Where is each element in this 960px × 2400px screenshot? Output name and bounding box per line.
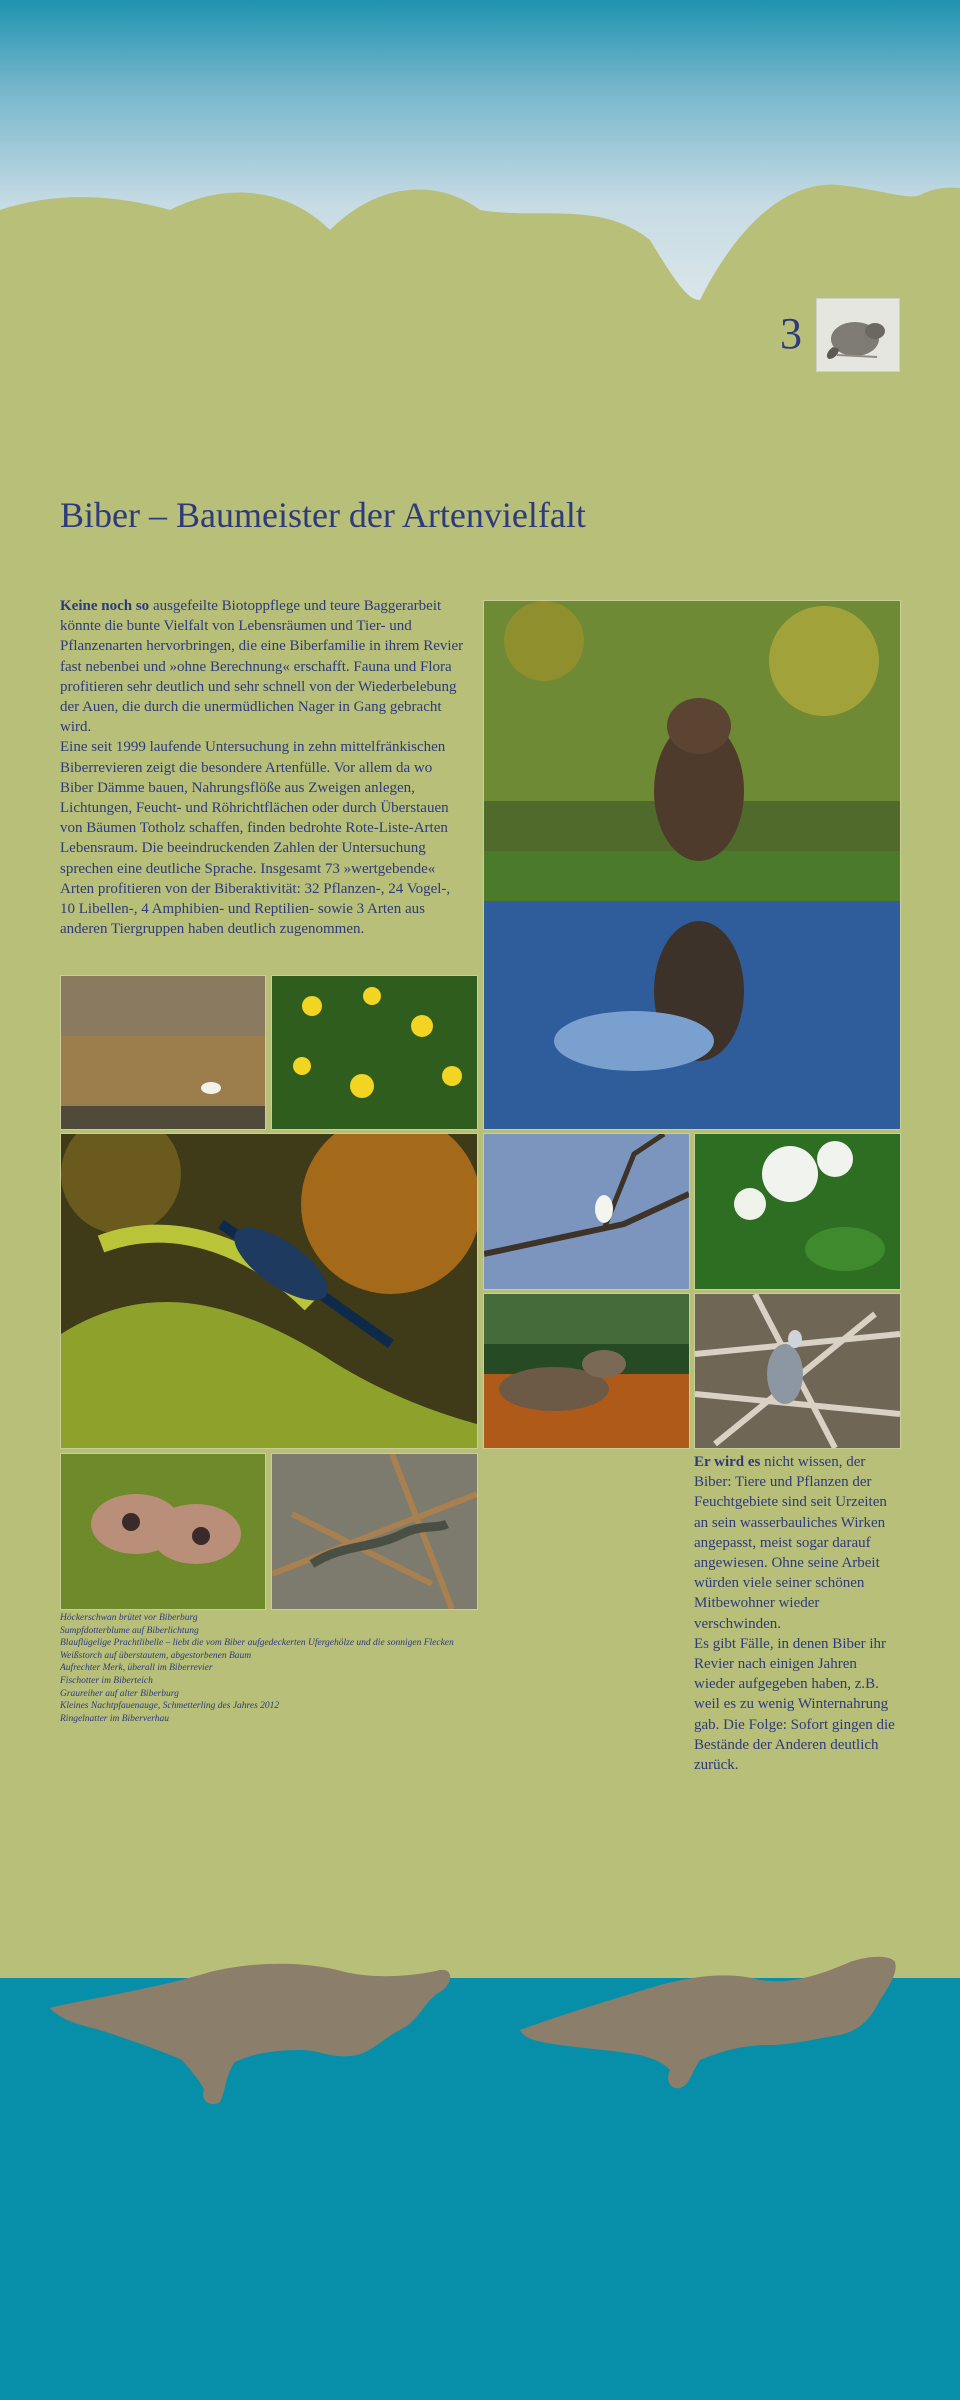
photo-grass-snake	[271, 1453, 478, 1610]
caption: Graureiher auf alter Biberburg	[60, 1688, 179, 1699]
caption: Blauflügelige Prachtlibelle – liebt die vom Biber aufgedeckerten Ufergehölze und die sonnigen Flecken	[60, 1638, 454, 1649]
intro-body: ausgefeilte Biotoppflege und teure Baggerarbeit könnte die bunte Vielfalt von Lebensräumen und Tier- und Pflanzenarten hervorbringen, die eine Biberfamilie in ihrem Revier fast nebenbei und »ohne Berechnung« erschafft. Fauna und Flora profitieren sehr deutlich und sehr schnell von der Wiederbelebung der Auen, die durch die unermüdlichen Nager in Gang gebracht wird.	[60, 598, 464, 736]
beaver-engraving-icon	[816, 298, 900, 372]
caption: Ringelnatter im Biberverhau	[60, 1713, 170, 1724]
photo-otter	[483, 1293, 690, 1449]
caption: Weißstorch auf überstautem, abgestorbenen Baum	[60, 1650, 252, 1661]
photo-heron	[694, 1293, 901, 1449]
intro-lead: Keine noch so	[60, 598, 150, 614]
photo-captions	[60, 1612, 480, 1725]
side-text	[694, 1452, 900, 1775]
intro-body-2: Eine seit 1999 laufende Untersuchung in zehn mittelfränkischen Biberrevieren zeigt die besondere Artenfülle. Vor allem da wo Biber Dämme bauen, Nahrungsflöße aus Zweigen anlegen, Lichtungen, Feucht- und Röhrichtflächen oder durch Überstauen von Bäumen Totholz schaffen, finden bedrohte Rote-Liste-Arten Lebensraum. Die beeindruckenden Zahlen der Untersuchung sprechen eine deutliche Sprache. Insgesamt 73 »wertgebende« Arten profitieren von der Biberaktivität: 32 Pflanzen-, 24 Vogel-, 10 Libellen-, 4 Amphibien- und Reptilien- sowie 3 Arten aus anderen Tiergruppen haben deutlich zugenommen.	[60, 739, 451, 938]
photo-moth	[60, 1453, 266, 1610]
side-lead: Er wird es	[694, 1454, 761, 1470]
caption: Sumpfdotterblume auf Biberlichtung	[60, 1625, 199, 1636]
photo-marsh-marigold	[271, 975, 478, 1130]
photo-damselfly	[60, 1133, 478, 1449]
photo-water-dropwort	[694, 1133, 901, 1290]
side-body-2: Es gibt Fälle, in denen Biber ihr Revier nach einigen Jahren wieder aufgegeben haben, z.B. weil es zu wenig Winternahrung gab. Die Folge: Sofort gingen die Bestände der Anderen deutlich zurück.	[694, 1635, 895, 1774]
page-title: Biber – Baumeister der Artenvielfalt	[60, 495, 586, 535]
photo-swan	[60, 975, 266, 1130]
photo-beaver	[483, 600, 901, 1130]
intro-text	[60, 596, 464, 939]
caption: Aufrechter Merk, überall im Biberrevier	[60, 1663, 213, 1674]
caption: Kleines Nachtpfauenauge, Schmetterling des Jahres 2012	[60, 1701, 280, 1712]
side-body: nicht wissen, der Biber: Tiere und Pflanzen der Feuchtgebiete sind seit Urzeiten an sein wasserbauliches Wirken angepasst, meist sogar darauf angewiesen. Ohne seine Arbeit würden viele seiner schönen Mitbewohner wieder verschwinden.	[694, 1454, 887, 1632]
caption: Fischotter im Biberteich	[60, 1675, 153, 1686]
photo-stork	[483, 1133, 690, 1290]
page-number: 3	[780, 309, 802, 358]
caption: Höckerschwan brütet vor Biberburg	[60, 1613, 198, 1623]
